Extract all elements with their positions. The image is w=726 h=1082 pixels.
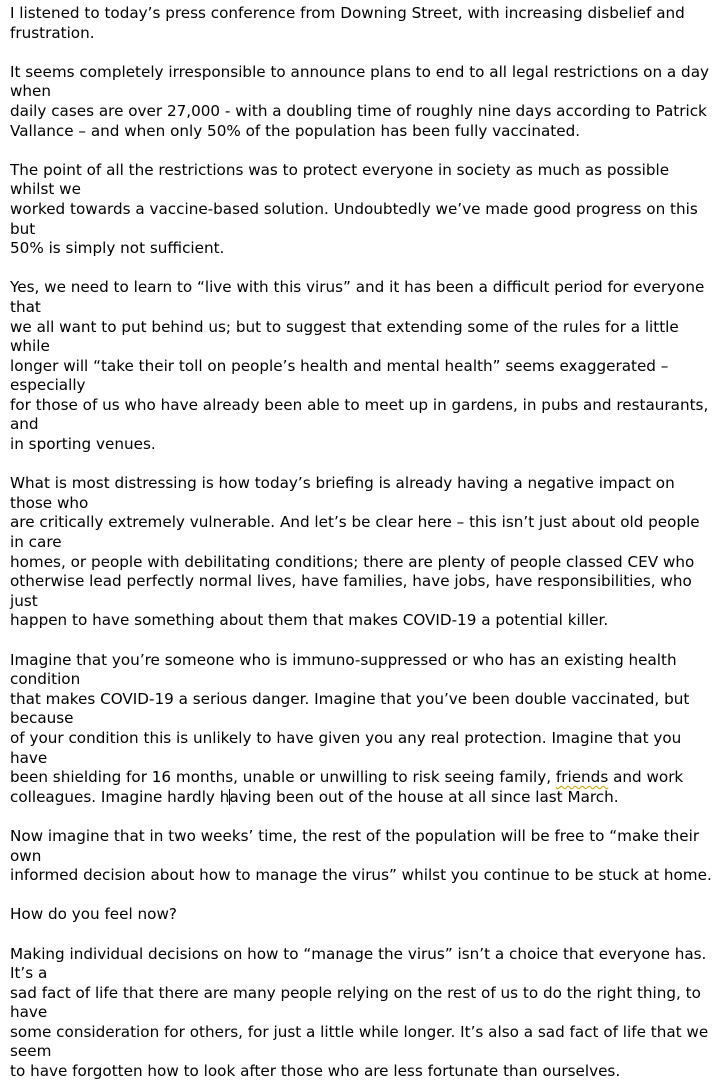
paragraph-6-text-a: Imagine that you’re someone who is immuno-suppressed or who has an existing health condition that makes COVID-19 a serious danger. Imagine that you’ve been double vaccinated, but because of your condition this is unlikely to have given you any real protection. Imagine that you have been shielding for 16 months, unable or unwilling to risk seeing family,	[10, 650, 690, 787]
paragraph-2: It seems completely irresponsible to announce plans to end to all legal restrictions on a day when daily cases are over 27,000 - with a doubling time of roughly nine days according to Patrick Vallance – and when only 50% of the population has been fully vaccinated.	[10, 62, 709, 140]
paragraph-1: I listened to today’s press conference from Downing Street, with increasing disbelief and frustration.	[10, 4, 685, 42]
paragraph-9: Making individual decisions on how to “manage the virus” isn’t a choice that everyone has. It’s a sad fact of life that there are many people relying on the rest of us to do the right thing, to have some consideration for others, for just a little while longer. It’s also a sad fact of life that we seem to have forgotten how to look after those who are less fortunate than ourselves.	[10, 944, 709, 1081]
paragraph-7: Now imagine that in two weeks’ time, the rest of the population will be free to “make their own informed decision about how to manage the virus” whilst you continue to be stuck at home.	[10, 826, 712, 885]
paragraph-6-text-c: aving been out of the house at all since last March.	[229, 787, 619, 806]
paragraph-6	[10, 651, 718, 808]
spelling-flagged-word[interactable]: friends	[555, 768, 609, 787]
paragraph-4: Yes, we need to learn to “live with this virus” and it has been a difficult period for everyone that we all want to put behind us; but to suggest that extending some of the rules for a little while longer will “take their toll on people’s health and mental health” seems exaggerated – especially for those of us who have already been able to meet up in gardens, in pubs and restaurants, and in sporting venues.	[10, 278, 709, 454]
document-body[interactable]	[10, 4, 718, 1082]
paragraph-8: How do you feel now?	[10, 905, 177, 924]
paragraph-3: The point of all the restrictions was to protect everyone in society as much as possible whilst we worked towards a vaccine-based solution. Undoubtedly we’ve made good progress on this but 50% is simply not sufficient.	[10, 160, 698, 258]
paragraph-5: What is most distressing is how today’s briefing is already having a negative impact on those who are critically extremely vulnerable. And let’s be clear here – this isn’t just about old people in care homes, or people with debilitating conditions; there are plenty of people classed CEV who otherwise lead perfectly normal lives, have families, have jobs, have responsibilities, who just happen to have something about them that makes COVID-19 a potential killer.	[10, 474, 700, 630]
paragraph-6-text-b: and work colleagues. Imagine hardly h	[10, 768, 684, 806]
